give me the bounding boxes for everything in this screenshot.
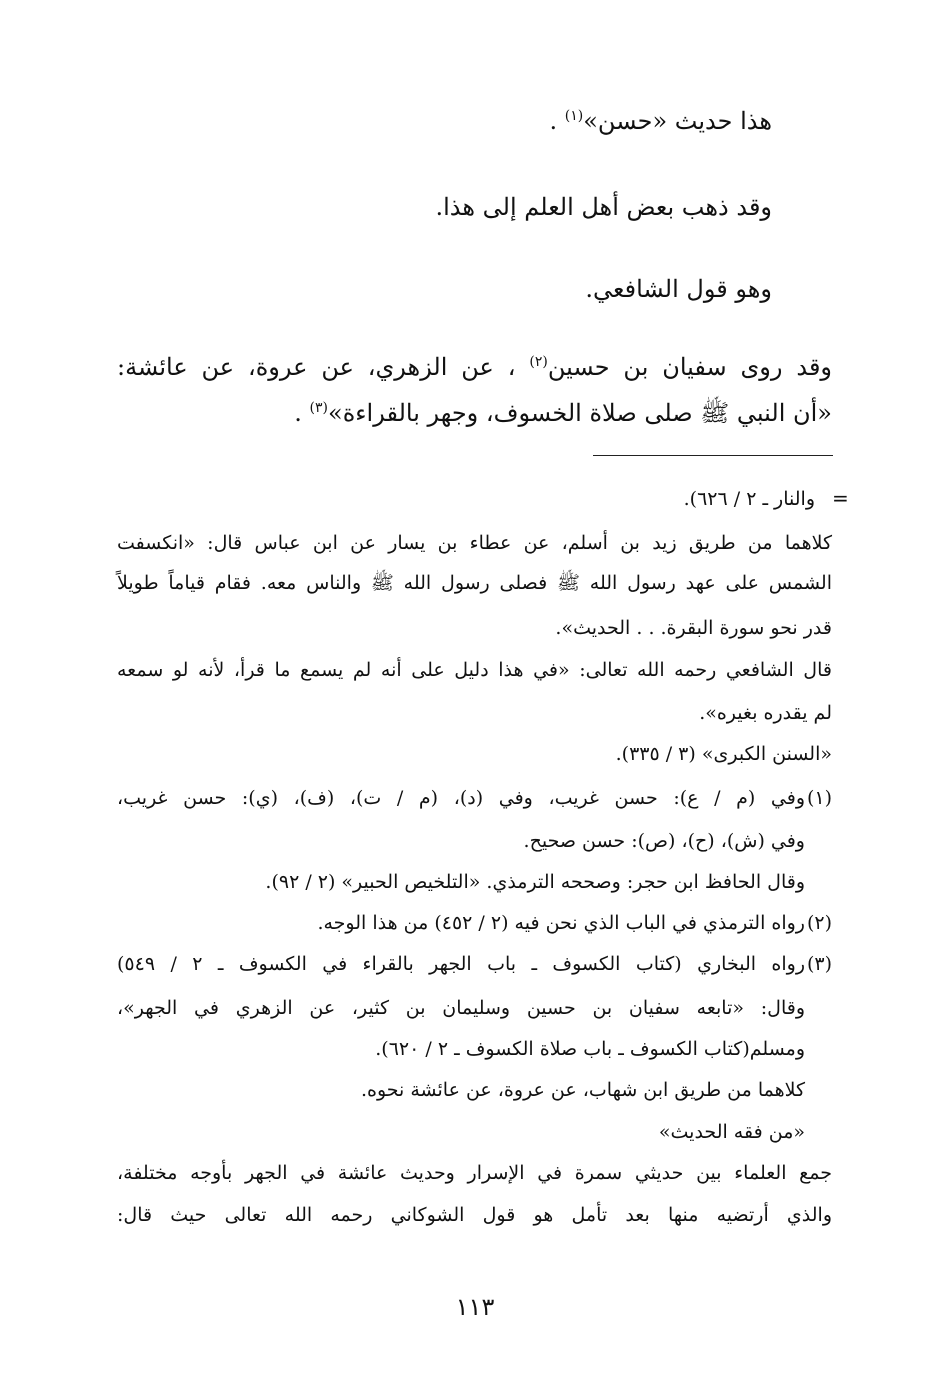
footnote-separator bbox=[593, 455, 833, 456]
main-line-5-end: . bbox=[294, 399, 310, 427]
footnote-2-line-1: رواه الترمذي في الباب الذي نحن فيه (٢ / ٤٥٢) من هذا الوجه. bbox=[317, 912, 805, 934]
footnote-ref-1: (١) bbox=[564, 108, 584, 124]
footnote-cont-line-4: قدر نحو سورة البقرة. . . الحديث». bbox=[555, 617, 832, 639]
footnote-3-line-1: رواه البخاري (كتاب الكسوف ـ باب الجهر بالقراء في الكسوف ـ ٢ / ٥٤٩) bbox=[117, 953, 805, 975]
section-title: «من فقه الحديث» bbox=[658, 1121, 805, 1143]
page-number: ١١٣ bbox=[455, 1293, 495, 1321]
main-line-1-text: هذا حديث «حسن» bbox=[583, 107, 772, 135]
footnote-3-line-4: كلاهما من طريق ابن شهاب، عن عروة، عن عائشة نحوه. bbox=[360, 1079, 805, 1101]
main-line-5-text: «أن النبي ﷺ صلى صلاة الخسوف، وجهر بالقراءة» bbox=[328, 399, 832, 427]
footnote-2-marker: (٢) bbox=[806, 912, 832, 934]
footnote-cont-line-5: قال الشافعي رحمه الله تعالى: «في هذا دليل على أنه لم يسمع ما قرأ، لأنه لو سمعه bbox=[117, 659, 832, 681]
footnote-ref-3: (٣) bbox=[309, 400, 329, 416]
main-line-1 bbox=[550, 106, 772, 136]
footnote-cont-line-7: «السنن الكبرى» (٣ / ٣٣٥). bbox=[615, 743, 832, 765]
footnote-ref-2: (٢) bbox=[529, 354, 548, 370]
footnote-3-line-3: ومسلم(كتاب الكسوف ـ باب صلاة الكسوف ـ ٢ / ٦٢٠). bbox=[375, 1038, 805, 1060]
footnote-cont-line-6: لم يقدره بغيره». bbox=[699, 702, 832, 724]
main-line-3: وهو قول الشافعي. bbox=[585, 275, 772, 303]
footnote-1-line-2: وفي (ش)، (ح)، (ص): حسن صحيح. bbox=[523, 830, 805, 852]
body-line-1: جمع العلماء بين حديثي سمرة في الإسرار وحديث عائشة في الجهر بأوجه مختلفة، bbox=[117, 1162, 832, 1184]
footnote-cont-line-3: الشمس على عهد رسول الله ﷺ فصلى رسول الله ﷺ والناس معه. فقام قياماً طويلاً bbox=[117, 572, 832, 594]
footnote-cont-line-2: كلاهما من طريق زيد بن أسلم، عن عطاء بن يسار عن ابن عباس قال: «انكسفت bbox=[117, 532, 832, 554]
footnote-3-marker: (٣) bbox=[806, 953, 832, 975]
footnote-1-marker: (١) bbox=[806, 787, 832, 809]
continuation-mark: = bbox=[832, 486, 849, 510]
footnote-1-line-1: وفي (م / ع): حسن غريب، وفي (د)، (م / ت)، (ف)، (ي): حسن غريب، bbox=[117, 787, 805, 809]
footnote-1-line-3: وقال الحافظ ابن حجر: وصححه الترمذي. «التلخيص الحبير» (٢ / ٩٢). bbox=[265, 871, 805, 893]
footnote-3-line-2: وقال: «تابعه سفيان بن حسين وسليمان بن كثير، عن الزهري في الجهر»، bbox=[117, 997, 805, 1019]
main-line-4-text-b: ، عن الزهري، عن عروة، عن عائشة: bbox=[117, 353, 530, 381]
main-line-1-end: . bbox=[549, 107, 565, 135]
main-line-5 bbox=[294, 398, 832, 428]
main-line-2: وقد ذهب بعض أهل العلم إلى هذا. bbox=[435, 193, 772, 221]
footnote-cont-line-1: والنار ـ ٢ / ٦٢٦). bbox=[683, 488, 815, 510]
main-line-4 bbox=[117, 352, 832, 382]
body-line-2: والذي أرتضيه منها بعد تأمل هو قول الشوكاني رحمه الله تعالى حيث قال: bbox=[117, 1204, 832, 1226]
main-line-4-text-a: وقد روى سفيان بن حسين bbox=[547, 353, 833, 381]
